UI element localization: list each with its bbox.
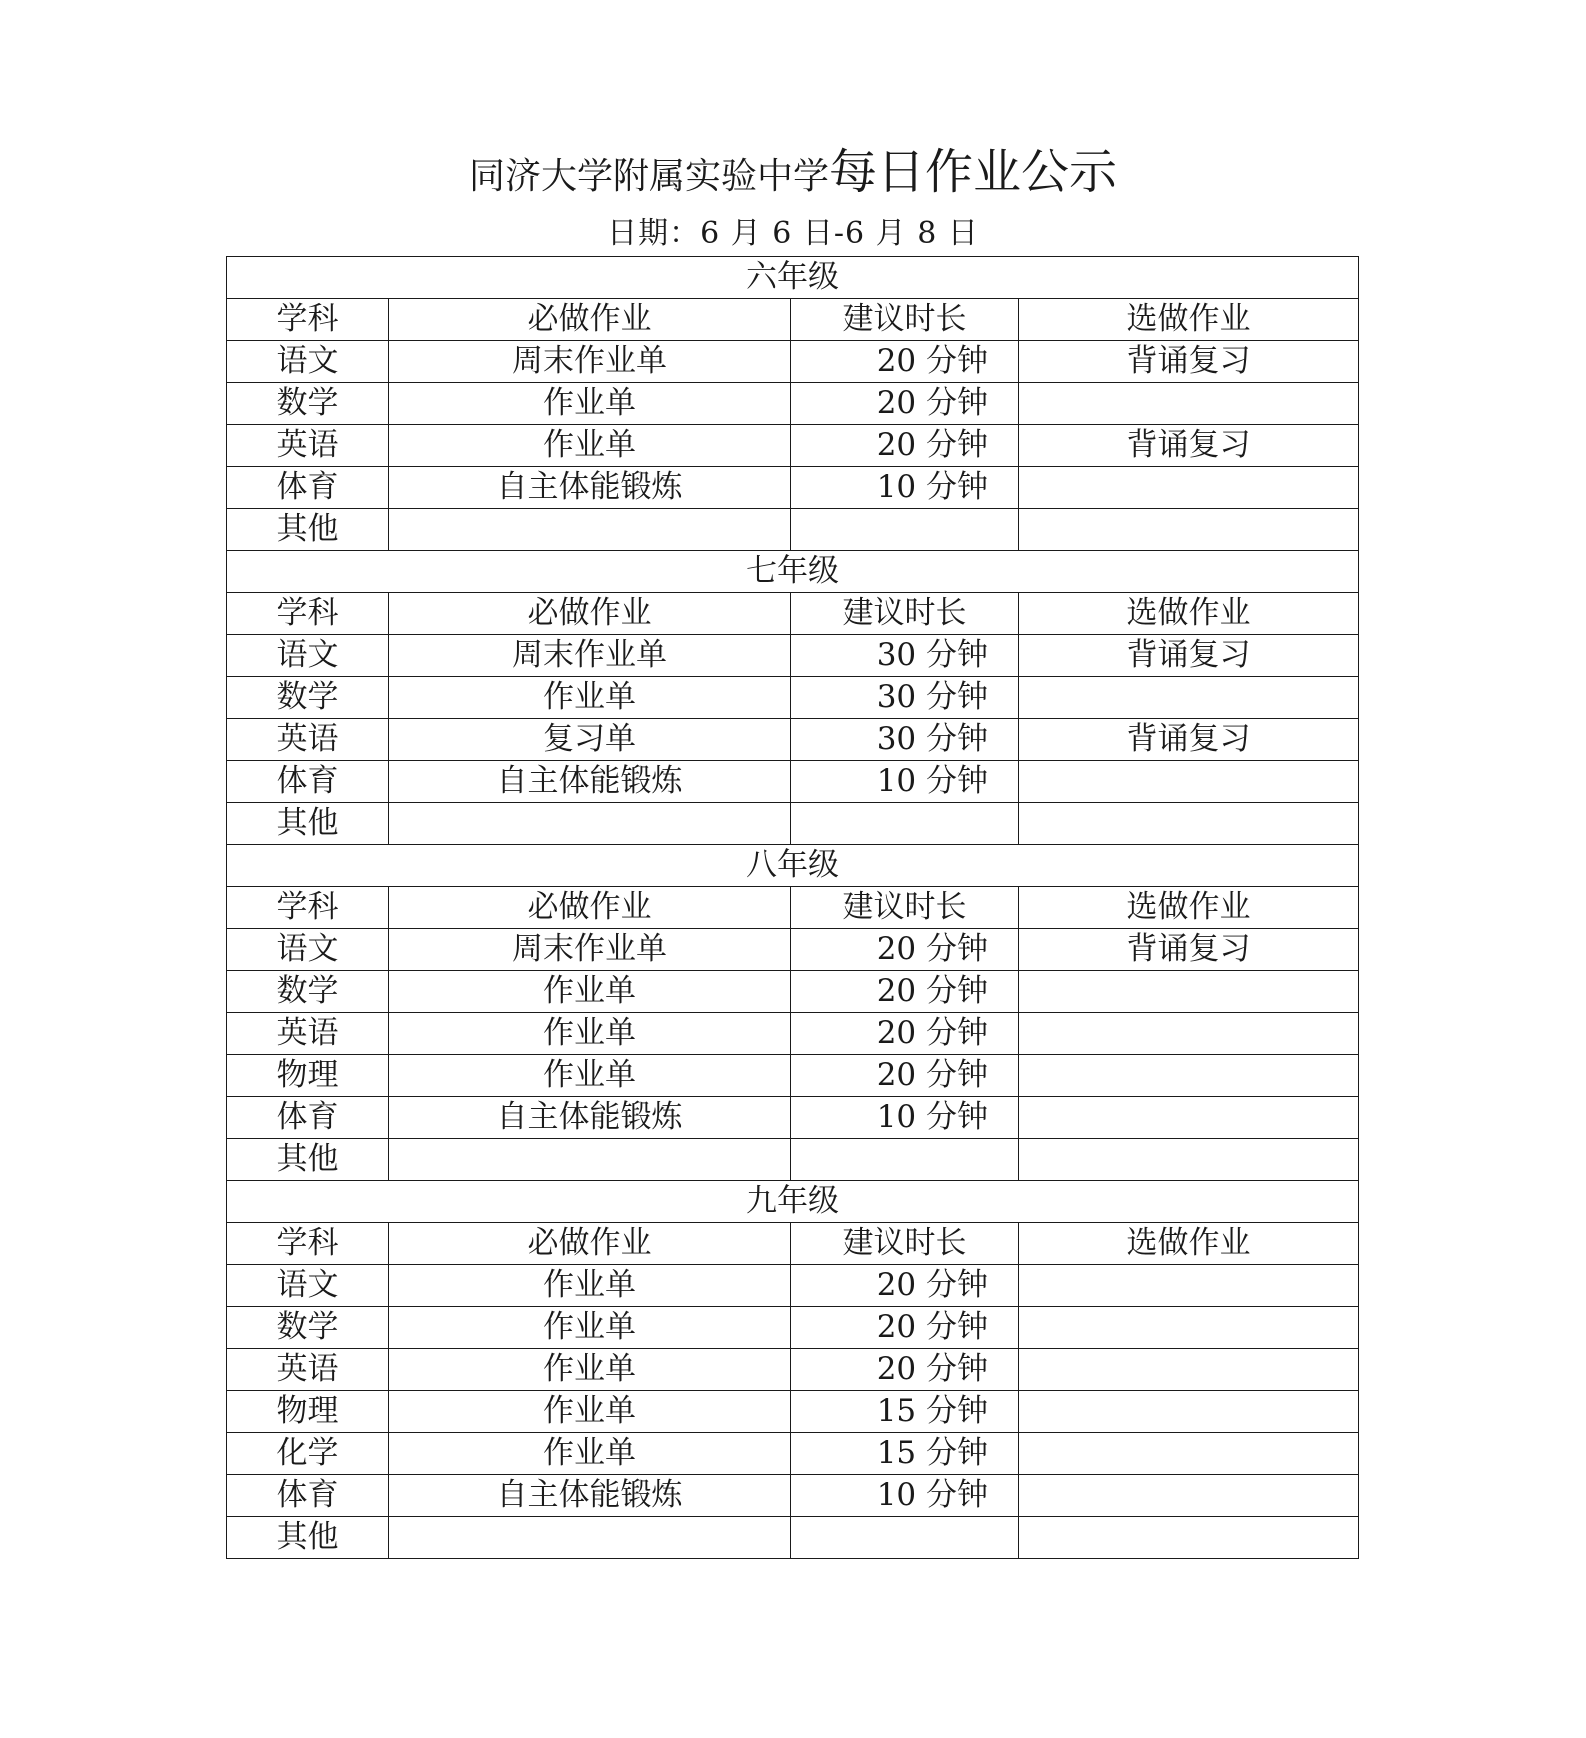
duration-cell: 20 分钟 xyxy=(791,1265,1019,1307)
table-row xyxy=(227,1475,1359,1517)
subject-cell: 数学 xyxy=(227,971,389,1013)
header-required: 必做作业 xyxy=(389,1223,791,1265)
required-cell: 作业单 xyxy=(389,971,791,1013)
duration-cell: 15 分钟 xyxy=(791,1433,1019,1475)
optional-cell xyxy=(1019,1517,1359,1559)
table-row xyxy=(227,1013,1359,1055)
duration-cell xyxy=(791,803,1019,845)
duration-cell: 20 分钟 xyxy=(791,383,1019,425)
required-cell: 作业单 xyxy=(389,1013,791,1055)
subject-cell: 语文 xyxy=(227,341,389,383)
grade-heading: 六年级 xyxy=(227,257,1359,299)
header-row xyxy=(227,1223,1359,1265)
duration-cell xyxy=(791,509,1019,551)
subject-cell: 英语 xyxy=(227,1013,389,1055)
grade-row xyxy=(227,1181,1359,1223)
table-row xyxy=(227,1349,1359,1391)
subject-cell: 语文 xyxy=(227,1265,389,1307)
duration-cell: 30 分钟 xyxy=(791,719,1019,761)
subject-cell: 其他 xyxy=(227,803,389,845)
school-name: 同济大学附属实验中学 xyxy=(468,156,829,197)
optional-cell xyxy=(1019,677,1359,719)
table-row xyxy=(227,509,1359,551)
optional-cell: 背诵复习 xyxy=(1019,929,1359,971)
subject-cell: 体育 xyxy=(227,1097,389,1139)
optional-cell xyxy=(1019,971,1359,1013)
optional-cell xyxy=(1019,509,1359,551)
duration-cell: 20 分钟 xyxy=(791,1307,1019,1349)
header-required: 必做作业 xyxy=(389,593,791,635)
header-optional: 选做作业 xyxy=(1019,887,1359,929)
table-row xyxy=(227,1307,1359,1349)
duration-cell: 30 分钟 xyxy=(791,635,1019,677)
header-row xyxy=(227,887,1359,929)
table-row xyxy=(227,1097,1359,1139)
grade-row xyxy=(227,257,1359,299)
required-cell: 作业单 xyxy=(389,1433,791,1475)
required-cell: 周末作业单 xyxy=(389,635,791,677)
table-row xyxy=(227,761,1359,803)
header-duration: 建议时长 xyxy=(791,1223,1019,1265)
date-range: 日期：6 月 6 日-6 月 8 日 xyxy=(607,216,979,251)
optional-cell xyxy=(1019,1307,1359,1349)
duration-cell xyxy=(791,1139,1019,1181)
duration-cell: 10 分钟 xyxy=(791,1097,1019,1139)
header-optional: 选做作业 xyxy=(1019,1223,1359,1265)
optional-cell xyxy=(1019,1097,1359,1139)
table-row xyxy=(227,971,1359,1013)
table-row xyxy=(227,1433,1359,1475)
table-row xyxy=(227,467,1359,509)
header-row xyxy=(227,299,1359,341)
table-row xyxy=(227,1517,1359,1559)
required-cell xyxy=(389,509,791,551)
required-cell xyxy=(389,803,791,845)
grade-heading: 八年级 xyxy=(227,845,1359,887)
optional-cell xyxy=(1019,1475,1359,1517)
grade-heading: 七年级 xyxy=(227,551,1359,593)
required-cell: 自主体能锻炼 xyxy=(389,1475,791,1517)
header-subject: 学科 xyxy=(227,593,389,635)
table-row xyxy=(227,803,1359,845)
duration-cell: 20 分钟 xyxy=(791,1055,1019,1097)
optional-cell xyxy=(1019,383,1359,425)
subject-cell: 其他 xyxy=(227,1517,389,1559)
optional-cell xyxy=(1019,1391,1359,1433)
optional-cell: 背诵复习 xyxy=(1019,719,1359,761)
subject-cell: 化学 xyxy=(227,1433,389,1475)
subject-cell: 数学 xyxy=(227,383,389,425)
header-required: 必做作业 xyxy=(389,887,791,929)
table-row xyxy=(227,929,1359,971)
required-cell: 作业单 xyxy=(389,1349,791,1391)
grade-row xyxy=(227,551,1359,593)
table-row xyxy=(227,677,1359,719)
duration-cell: 20 分钟 xyxy=(791,1349,1019,1391)
optional-cell xyxy=(1019,1265,1359,1307)
header-subject: 学科 xyxy=(227,887,389,929)
required-cell: 作业单 xyxy=(389,677,791,719)
grade-heading: 九年级 xyxy=(227,1181,1359,1223)
required-cell xyxy=(389,1517,791,1559)
optional-cell xyxy=(1019,761,1359,803)
subject-cell: 英语 xyxy=(227,1349,389,1391)
duration-cell: 10 分钟 xyxy=(791,1475,1019,1517)
table-row xyxy=(227,1391,1359,1433)
subject-cell: 其他 xyxy=(227,1139,389,1181)
required-cell: 自主体能锻炼 xyxy=(389,761,791,803)
page-title xyxy=(0,140,1586,209)
duration-cell: 20 分钟 xyxy=(791,341,1019,383)
required-cell: 周末作业单 xyxy=(389,929,791,971)
optional-cell: 背诵复习 xyxy=(1019,425,1359,467)
required-cell: 复习单 xyxy=(389,719,791,761)
optional-cell xyxy=(1019,803,1359,845)
notice-title: 每日作业公示 xyxy=(829,144,1118,200)
table-row xyxy=(227,425,1359,467)
required-cell: 作业单 xyxy=(389,1391,791,1433)
subject-cell: 其他 xyxy=(227,509,389,551)
header-subject: 学科 xyxy=(227,1223,389,1265)
homework-table-body xyxy=(227,257,1359,1559)
required-cell: 周末作业单 xyxy=(389,341,791,383)
subject-cell: 数学 xyxy=(227,677,389,719)
required-cell: 自主体能锻炼 xyxy=(389,467,791,509)
subject-cell: 体育 xyxy=(227,761,389,803)
optional-cell xyxy=(1019,1055,1359,1097)
homework-table xyxy=(226,256,1359,1559)
required-cell: 作业单 xyxy=(389,1265,791,1307)
header-optional: 选做作业 xyxy=(1019,593,1359,635)
optional-cell: 背诵复习 xyxy=(1019,635,1359,677)
required-cell xyxy=(389,1139,791,1181)
subject-cell: 物理 xyxy=(227,1391,389,1433)
required-cell: 作业单 xyxy=(389,383,791,425)
table-row xyxy=(227,1265,1359,1307)
subject-cell: 物理 xyxy=(227,1055,389,1097)
header-duration: 建议时长 xyxy=(791,887,1019,929)
table-row xyxy=(227,1139,1359,1181)
subject-cell: 英语 xyxy=(227,719,389,761)
header-required: 必做作业 xyxy=(389,299,791,341)
header-row xyxy=(227,593,1359,635)
duration-cell: 10 分钟 xyxy=(791,467,1019,509)
duration-cell: 20 分钟 xyxy=(791,1013,1019,1055)
duration-cell: 20 分钟 xyxy=(791,425,1019,467)
table-row xyxy=(227,719,1359,761)
duration-cell: 10 分钟 xyxy=(791,761,1019,803)
subject-cell: 语文 xyxy=(227,929,389,971)
header-duration: 建议时长 xyxy=(791,299,1019,341)
duration-cell: 20 分钟 xyxy=(791,929,1019,971)
table-row xyxy=(227,341,1359,383)
optional-cell xyxy=(1019,1139,1359,1181)
required-cell: 作业单 xyxy=(389,425,791,467)
optional-cell xyxy=(1019,1013,1359,1055)
optional-cell: 背诵复习 xyxy=(1019,341,1359,383)
header-duration: 建议时长 xyxy=(791,593,1019,635)
optional-cell xyxy=(1019,1433,1359,1475)
duration-cell: 30 分钟 xyxy=(791,677,1019,719)
optional-cell xyxy=(1019,467,1359,509)
table-row xyxy=(227,383,1359,425)
grade-row xyxy=(227,845,1359,887)
required-cell: 作业单 xyxy=(389,1055,791,1097)
subject-cell: 体育 xyxy=(227,1475,389,1517)
subject-cell: 英语 xyxy=(227,425,389,467)
table-row xyxy=(227,1055,1359,1097)
table-row xyxy=(227,635,1359,677)
duration-cell: 20 分钟 xyxy=(791,971,1019,1013)
required-cell: 自主体能锻炼 xyxy=(389,1097,791,1139)
header-optional: 选做作业 xyxy=(1019,299,1359,341)
subject-cell: 数学 xyxy=(227,1307,389,1349)
optional-cell xyxy=(1019,1349,1359,1391)
required-cell: 作业单 xyxy=(389,1307,791,1349)
subject-cell: 体育 xyxy=(227,467,389,509)
duration-cell: 15 分钟 xyxy=(791,1391,1019,1433)
header-subject: 学科 xyxy=(227,299,389,341)
subject-cell: 语文 xyxy=(227,635,389,677)
duration-cell xyxy=(791,1517,1019,1559)
